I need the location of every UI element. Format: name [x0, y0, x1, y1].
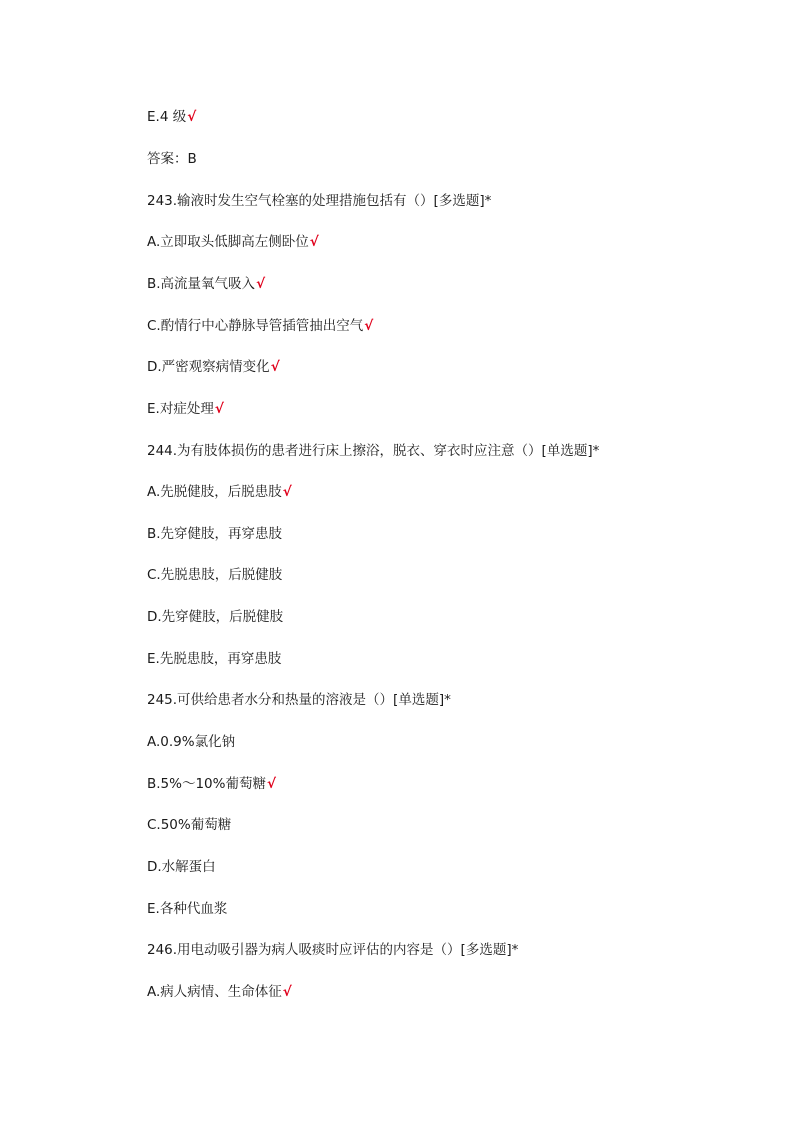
option-text: B.5%～10%葡萄糖: [147, 776, 266, 792]
option-line: [147, 233, 319, 251]
option-text: C.先脱患肢，后脱健肢: [147, 567, 283, 583]
option-line: [147, 858, 216, 876]
question-text: 245.可供给患者水分和热量的溶液是（）[单选题]*: [147, 692, 451, 708]
question-line: [147, 691, 451, 709]
option-line: [147, 108, 196, 126]
option-line: [147, 775, 276, 793]
option-text: B.先穿健肢，再穿患肢: [147, 526, 283, 542]
question-line: [147, 941, 518, 959]
option-text: C.酌情行中心静脉导管插管抽出空气: [147, 318, 364, 334]
option-line: [147, 400, 224, 418]
option-text: D.严密观察病情变化: [147, 359, 270, 375]
option-text: B.高流量氧气吸入: [147, 276, 256, 292]
check-mark-icon: √: [256, 276, 266, 292]
check-mark-icon: √: [187, 109, 197, 125]
question-text: 244.为有肢体损伤的患者进行床上擦浴，脱衣、穿衣时应注意（）[单选题]*: [147, 443, 600, 459]
answer-line: [147, 150, 197, 168]
question-line: [147, 442, 599, 460]
option-text: A.病人病情、生命体征: [147, 984, 282, 1000]
option-line: [147, 525, 282, 543]
option-line: [147, 733, 235, 751]
check-mark-icon: √: [266, 776, 276, 792]
option-text: D.水解蛋白: [147, 859, 216, 875]
option-line: [147, 983, 292, 1001]
option-text: D.先穿健肢，后脱健肢: [147, 609, 284, 625]
check-mark-icon: √: [214, 401, 224, 417]
check-mark-icon: √: [282, 984, 292, 1000]
option-line: [147, 900, 227, 918]
option-text: E.先脱患肢，再穿患肢: [147, 651, 282, 667]
option-line: [147, 275, 265, 293]
option-text: C.50%葡萄糖: [147, 817, 232, 833]
option-text: E.对症处理: [147, 401, 214, 417]
question-text: 243.输液时发生空气栓塞的处理措施包括有（）[多选题]*: [147, 193, 492, 209]
option-text: A.立即取头低脚高左侧卧位: [147, 234, 309, 250]
option-text: A.0.9%氯化钠: [147, 734, 236, 750]
question-text: 246.用电动吸引器为病人吸痰时应评估的内容是（）[多选题]*: [147, 942, 519, 958]
check-mark-icon: √: [282, 484, 292, 500]
answer-text: 答案：B: [147, 151, 197, 167]
option-text: A.先脱健肢，后脱患肢: [147, 484, 282, 500]
option-text: E.各种代血浆: [147, 901, 228, 917]
option-line: [147, 816, 231, 834]
option-line: [147, 358, 280, 376]
check-mark-icon: √: [364, 318, 374, 334]
check-mark-icon: √: [270, 359, 280, 375]
option-line: [147, 650, 281, 668]
option-line: [147, 608, 283, 626]
option-line: [147, 483, 292, 501]
check-mark-icon: √: [309, 234, 319, 250]
option-line: [147, 317, 373, 335]
option-text: E.4 级: [147, 109, 187, 125]
question-line: [147, 192, 491, 210]
option-line: [147, 566, 282, 584]
